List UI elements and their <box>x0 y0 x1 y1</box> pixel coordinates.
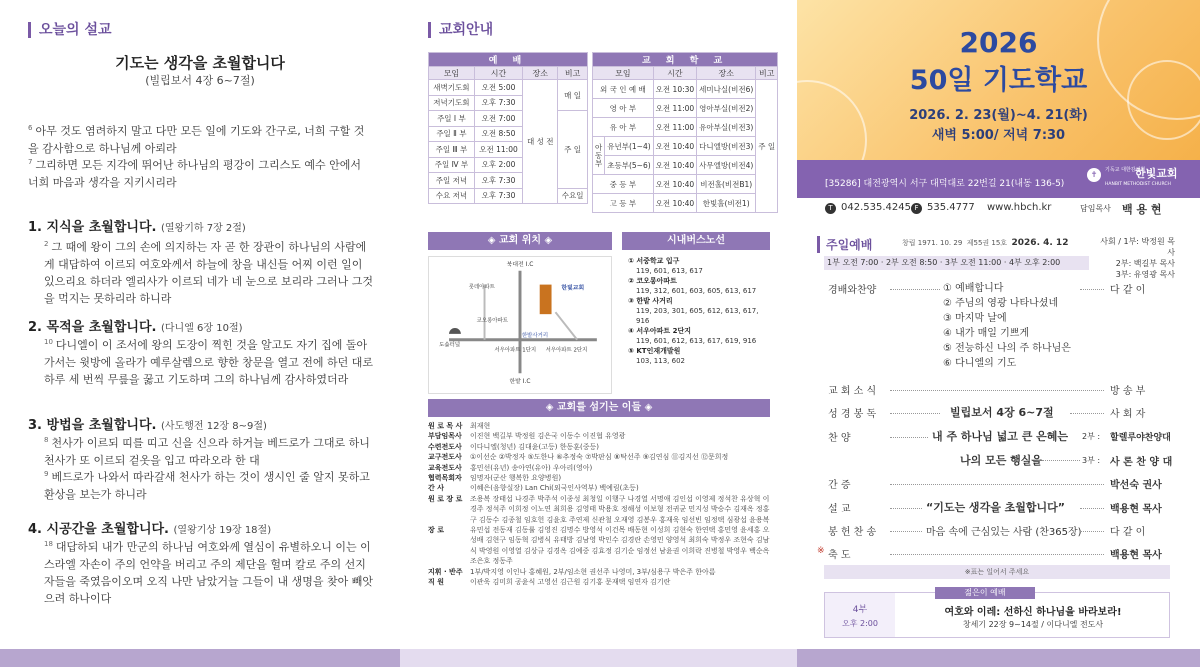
church-marker <box>540 285 552 315</box>
worship-schedule-table: 예 배 모임 시간 장소 비고 새벽기도회 오전 5:00 대 성 전 매 일 저녁기도회 오후 7:30 주일 Ⅰ 부 오전 7:00 주 일 주일 Ⅱ 부 오전 8:50 주일 Ⅲ 부 오전 11:00 주일 Ⅳ 부 오후 2:00 주일 저녁 오후 7:30 수요 저녁 오후 7:30 수요일 <box>428 52 588 204</box>
phone-icon: T <box>825 203 836 214</box>
praise-song-list: ① 예배합니다 ② 주님의 영광 나타나셨네 ③ 마지막 날에 ④ 내가 매일 기쁘게 ⑤ 전능하신 나의 주 하나님은 ⑥ 다니엘의 기도 <box>943 283 1071 369</box>
worship-place: 대 성 전 <box>523 80 558 204</box>
location-header: ◈ 교회 위치 ◈ <box>428 232 612 250</box>
service-leaders: 사회 / 1부: 박정원 목사 2부: 백길부 목사 3부: 유영광 목사 <box>1100 237 1175 279</box>
banner-times: 새벽 5:00/ 저녁 7:30 <box>931 128 1066 143</box>
church-address: [35286] 대전광역시 서구 대덕대로 22번길 21(내동 136-5) <box>825 179 1065 189</box>
point-1-text: $^2$ 그 때에 왕이 그의 손에 의지하는 자 곧 한 장관이 하나님의 사람에게 대답하여 이르되 여호와께서 하늘에 창을 내신들 어찌 이런 일이 있으리요 하더라 엘리사가 이르되 네가 네 눈으로 보리라 그러나 그것을 먹지는 못하리라 하니라 <box>44 240 373 305</box>
church-info-band: [35286] 대전광역시 서구 대덕대로 22번길 21(내동 136-5) ✝ 기독교 대한감리회 한빛교회 HANBIT METHODIST CHURCH T 042.535.4245 F 535.4777 www.hbch.kr 담임목사 백 용 현 <box>797 160 1200 220</box>
map-label-south: 한밭 I.C <box>509 379 531 386</box>
prayer-school-banner <box>797 0 1200 160</box>
point-3-text-a: $^8$ 천사가 이르되 띠를 띠고 신을 신으라 하거늘 베드로가 그대로 하니 천사가 또 이르되 겉옷을 입고 따라오라 한 대 <box>44 436 370 467</box>
church-tel: 042.535.4245 <box>841 202 911 213</box>
section-title-sermon: 오늘의 설교 <box>28 22 112 38</box>
sermon-reference: (빌립보서 4장 6~7절) <box>145 74 255 87</box>
staff-list: 원 로 목 사 최재현 부담임목사 이진현 백길부 박정원 김은국 이동수 이진협 유영광 수련전도사 이다니엘(청년) 김대윤(고등) 한동훈(중등) 교구전도사 ①이선순 ②박정자 ⑤도한나 ⑥추정숙 ⑦박판심 ⑧탁선주 ⑨김연심 ⑪김지선 ⑫문희정 교육전도사 홍민선(유년) 송아연(유아) 우아리(영아) 협력목회자 임명자(군산 행복한 요양병원) 간 사 이혜은(음향실장) Lan Chi(외국인사역부) 백예림(초등) 원 로 장 로 조용복 장태섭 나경주 박주석 이종성 최청일 이행구 나경열 서명애 김인섭 이영제 정석찬 유상혁 이경주 정석주 이희정 이노연 최희용 김영태 박용호 정해성 이보형 전귀균 민지성 박승수 김재옥 정홍구 김동수 김종철 임호헌 김윤호 주연제 신관철 오재영 김봉우 홍재욱 임선빈 임정택 심광섭 윤용복 장 로 유민섭 전동재 김동률 김영진 김명수 방영석 이건목 배동현 이성희 김현숙 한연택 홍민영 윤세홍 오성배 김현구 임동혁 김병식 유태방 김남영 박인수 김경란 손영민 양영석 최희숙 박정우 조현숙 김남식 박영원 이영열 김상규 김경옥 김예중 김효정 김기순 임정선 남윤권 이희락 진병철 박영우 백순옥 조은호 정동주 지휘 · 반주 1부/박지영 이인나 홍혜원, 2부/임소현 권선주 나영미, 3부/심용구 박은주 한아름 직 원 이관욱 김미희 공윤식 고영선 김근원 김기홍 문재택 임연자 김기란 <box>428 422 770 587</box>
service-times: 1부 오전 7:00 · 2부 오전 8:50 · 3부 오전 11:00 · 4부 오후 2:00 <box>824 256 1089 270</box>
young-worship-tag: 젊은이 예배 <box>935 587 1035 599</box>
map-label-s1: 서우아파트 1단지 <box>494 347 537 354</box>
pastor-name: 백 용 현 <box>1122 203 1162 216</box>
fax-icon: F <box>911 203 922 214</box>
stand-marker: ※ <box>817 546 825 556</box>
point-4-text: $^{18}$ 대답하되 내가 만군의 하나님 여호와께 열심이 유별하오니 이는 이스라엘 자손이 주의 언약을 버리고 주의 제단을 헐며 칼로 주의 선지자들을 죽였음이오며 오직 나만 남았거늘 그들이 내 생명을 찾아 빼앗으려 하나이다 <box>44 540 373 605</box>
worship-header: 예 배 <box>429 53 588 67</box>
school-header: 교 회 학 교 <box>593 53 778 67</box>
praise-label: 경배와찬양 <box>828 285 877 296</box>
banner-title: 50일 기도학교 <box>909 65 1088 96</box>
banner-year: 2026 <box>959 26 1038 59</box>
map-label-church: 한빛교회 <box>561 285 585 292</box>
map-label-terminal: 도솔터널 <box>439 342 461 349</box>
standing-note: ※표는 일어서 주세요 <box>824 565 1170 579</box>
map-label-north: 북대전 I.C <box>506 261 534 268</box>
young-sermon-title: 여호와 이레: 선하신 하나님을 바라보라! <box>944 607 1122 618</box>
church-website: www.hbch.kr <box>987 202 1052 213</box>
church-contact-row: T 042.535.4245 F 535.4777 www.hbch.kr 담임목사 백 용 현 <box>797 198 1200 220</box>
young-sermon-ref: 창세기 22장 9~14절 / 이다니엘 전도사 <box>962 620 1104 629</box>
bottom-band <box>0 649 1200 667</box>
bus-route-list: ① 서중학교 입구 119, 601, 613, 617 ② 코오롱아파트 119, 312, 601, 603, 605, 613, 617 ③ 한밭 사거리 119, 203, 301, 605, 612, 613, 617, 916 ④ 서우아파트 2단지 119, 601, 612, 613, 617, 619, 916 ⑤ KT인재개발원 103, 113, 602 <box>628 257 759 365</box>
map-label-s2: 서우아파트 2단지 <box>545 347 588 354</box>
sermon-title: 기도는 생각을 초월합니다 <box>115 54 285 72</box>
church-location-map <box>428 256 612 394</box>
point-3-text-b: $^9$ 베드로가 나와서 따라갈새 천사가 하는 것이 생시인 줄 알지 못하고 환상을 보는가 하니라 <box>44 470 370 501</box>
church-fax: 535.4777 <box>927 202 975 213</box>
staff-header: ◈ 교회를 섬기는 이들 ◈ <box>428 399 770 417</box>
point-1-heading: 1. 지식을 초월합니다. (열왕기하 7장 2절) <box>28 220 246 235</box>
point-4-heading: 4. 시공간을 초월합니다. (열왕기상 19장 18절) <box>28 522 272 537</box>
school-schedule-table: 교 회 학 교 모임 시간 장소 비고 외 국 인 예 배 오전 10:30 세미나실(비전6) 주 일 영 아 부 오전 11:00 영아부실(비전2) 유 아 부 오전 11:00 유아부실(비전3) 아 동 부 유년부(1~4) 오전 10:40 다니엘방(비전3) 초등부(5~6) 오전 10:40 사무엘방(비전4) 중 등 부 오전 10:40 비전홀(비전B1) 고 등 부 오전 10:40 한빛홀(비전1) <box>592 52 778 213</box>
church-logo-icon: ✝ <box>1087 168 1101 182</box>
point-2-heading: 2. 목적을 초월합니다. (다니엘 6장 10절) <box>28 320 243 335</box>
point-3-heading: 3. 방법을 초월합니다. (사도행전 12장 8~9절) <box>28 418 267 433</box>
worship-label: 주일예배 <box>817 236 872 253</box>
praise-leader: 다 같 이 <box>1110 285 1146 296</box>
section-title-info: 교회안내 <box>428 22 493 38</box>
verse-7: $^7$ 그리하면 모든 지각에 뛰어난 하나님의 평강이 그리스도 예수 안에서 너희 마음과 생각을 지키시리라 <box>28 158 361 189</box>
verse-6: $^6$ 아무 것도 염려하지 말고 다만 모든 일에 기도와 간구로, 너희 구할 것을 감사함으로 하나님께 아뢰라 <box>28 124 365 155</box>
bus-header: 시내버스노선 <box>622 232 770 250</box>
church-name: 한빛교회 <box>1135 167 1178 180</box>
map-label-lotte: 롯데아파트 <box>468 284 495 291</box>
banner-dates: 2026. 2. 23(월)~4. 21(화) <box>909 108 1088 123</box>
bulletin-date: 2026. 4. 12 <box>1011 238 1069 248</box>
map-label-cross: 한밭사거리 <box>521 332 549 339</box>
map-label-kolon: 코오롱아파트 <box>476 318 508 325</box>
point-2-text: $^{10}$ 다니엘이 이 조서에 왕의 도장이 찍힌 것을 알고도 자기 집에 돌아가서는 윗방에 올라가 예루살렘으로 향한 창문을 열고 전에 하던 대로 하루 세 번씩 무릎을 꿇고 기도하며 그의 하나님께 감사하였더라 <box>44 338 373 386</box>
young-adult-worship-box: 젊은이 예배 4부 오후 2:00 여호와 이레: 선하신 하나님을 바라보라! 창세기 22장 9~14절 / 이다니엘 전도사 <box>824 592 1170 638</box>
